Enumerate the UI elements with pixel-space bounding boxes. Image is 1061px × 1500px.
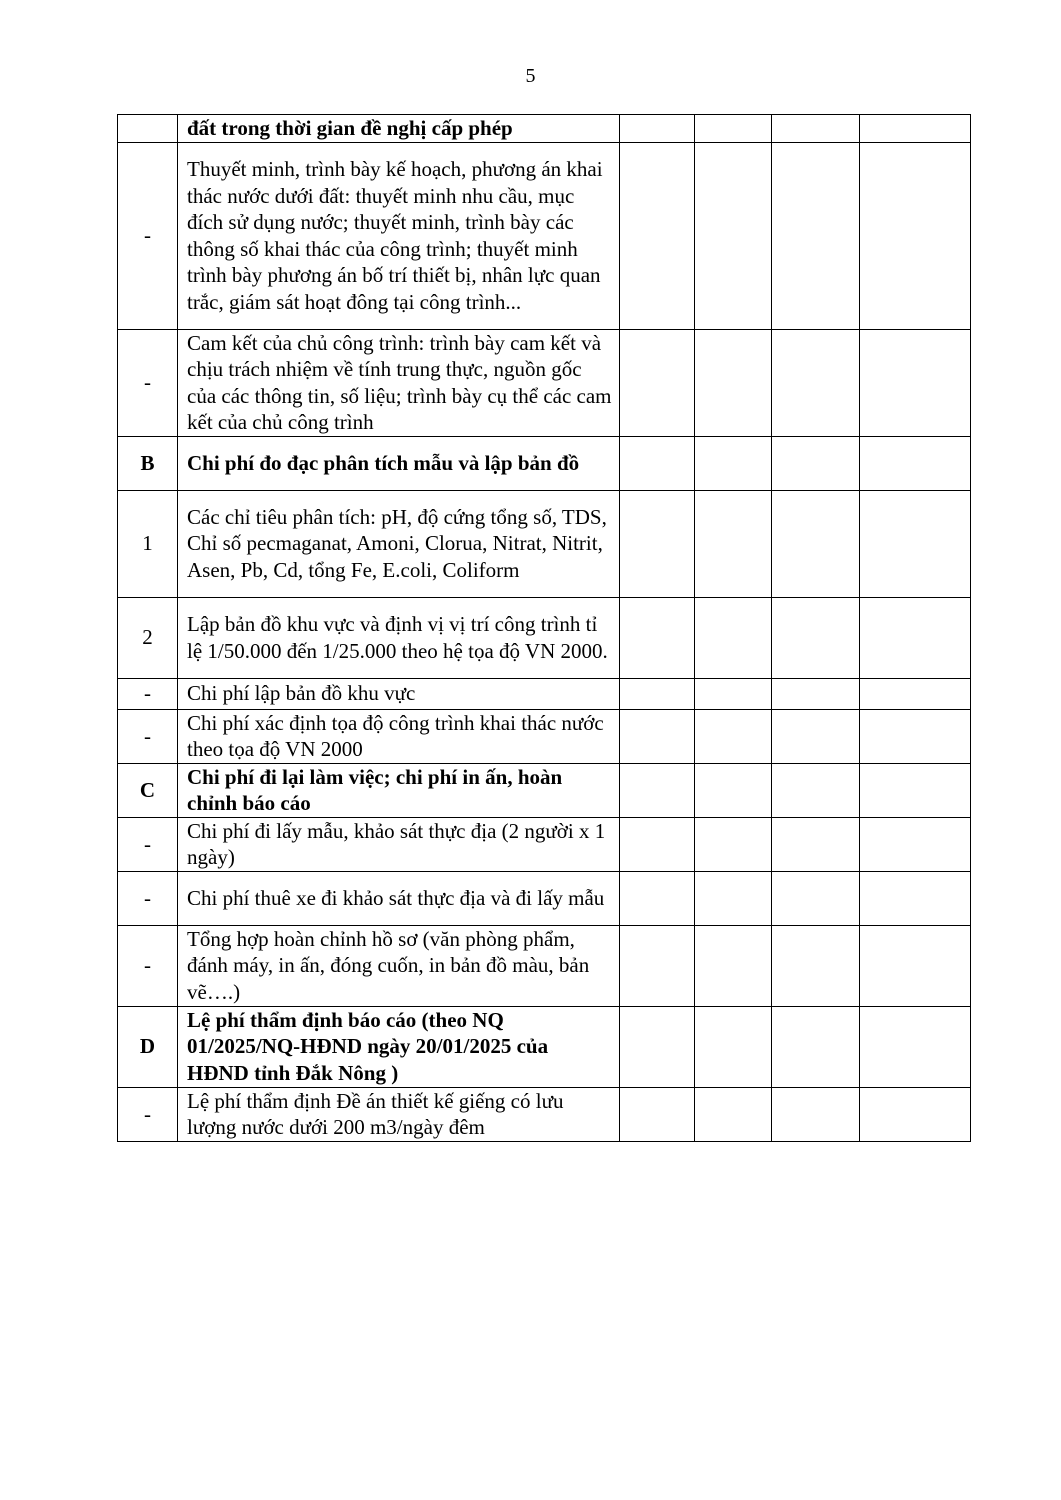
empty-value-cell <box>695 436 772 490</box>
row-number-cell: - <box>118 329 178 436</box>
empty-value-cell <box>620 142 695 329</box>
empty-value-cell <box>772 709 860 763</box>
table-row <box>118 871 971 925</box>
empty-value-cell <box>695 115 772 143</box>
row-description-cell: Chi phí đo đạc phân tích mẫu và lập bản đồ <box>178 436 620 490</box>
empty-value-cell <box>772 1006 860 1087</box>
empty-value-cell <box>695 142 772 329</box>
empty-value-cell <box>620 329 695 436</box>
empty-value-cell <box>620 1006 695 1087</box>
table-row <box>118 436 971 490</box>
row-number-cell: 2 <box>118 597 178 678</box>
empty-value-cell <box>620 871 695 925</box>
empty-value-cell <box>695 925 772 1006</box>
row-description-cell: Thuyết minh, trình bày kế hoạch, phương án khai thác nước dưới đất: thuyết minh nhu cầu, mục đích sử dụng nước; thuyết minh, trình bày các thông số khai thác của công trình; thuyết minh trình bày phương án bố trí thiết bị, nhân lực quan trắc, giám sát hoạt đông tại công trình... <box>178 142 620 329</box>
row-description-cell: Lập bản đồ khu vực và định vị vị trí công trình tỉ lệ 1/50.000 đến 1/25.000 theo hệ tọa độ VN 2000. <box>178 597 620 678</box>
empty-value-cell <box>620 678 695 709</box>
empty-value-cell <box>620 597 695 678</box>
empty-value-cell <box>695 709 772 763</box>
empty-value-cell <box>772 763 860 817</box>
empty-value-cell <box>860 436 971 490</box>
table-row <box>118 709 971 763</box>
empty-value-cell <box>772 490 860 597</box>
empty-value-cell <box>772 115 860 143</box>
row-number-cell: - <box>118 1087 178 1141</box>
row-description-cell: đất trong thời gian đề nghị cấp phép <box>178 115 620 143</box>
table-row <box>118 115 971 143</box>
empty-value-cell <box>620 817 695 871</box>
empty-value-cell <box>772 925 860 1006</box>
row-description-cell: Chi phí xác định tọa độ công trình khai thác nước theo tọa độ VN 2000 <box>178 709 620 763</box>
empty-value-cell <box>695 678 772 709</box>
empty-value-cell <box>695 871 772 925</box>
row-number-cell: C <box>118 763 178 817</box>
table-row <box>118 678 971 709</box>
row-description-cell: Lệ phí thẩm định Đề án thiết kế giếng có lưu lượng nước dưới 200 m3/ngày đêm <box>178 1087 620 1141</box>
empty-value-cell <box>860 329 971 436</box>
page-number: 5 <box>525 65 536 87</box>
empty-value-cell <box>620 436 695 490</box>
row-number-cell <box>118 115 178 143</box>
empty-value-cell <box>620 925 695 1006</box>
empty-value-cell <box>860 142 971 329</box>
empty-value-cell <box>860 490 971 597</box>
table-body <box>118 115 971 1142</box>
row-number-cell: D <box>118 1006 178 1087</box>
table-row <box>118 763 971 817</box>
empty-value-cell <box>860 817 971 871</box>
empty-value-cell <box>620 115 695 143</box>
empty-value-cell <box>860 709 971 763</box>
row-description-cell: Chi phí lập bản đồ khu vực <box>178 678 620 709</box>
table-row <box>118 1087 971 1141</box>
row-description-cell: Chi phí thuê xe đi khảo sát thực địa và đi lấy mẫu <box>178 871 620 925</box>
empty-value-cell <box>695 1087 772 1141</box>
empty-value-cell <box>860 115 971 143</box>
empty-value-cell <box>695 490 772 597</box>
row-description-cell: Tổng hợp hoàn chỉnh hồ sơ (văn phòng phẩm, đánh máy, in ấn, đóng cuốn, in bản đồ màu, bản vẽ….) <box>178 925 620 1006</box>
table-row <box>118 597 971 678</box>
empty-value-cell <box>860 871 971 925</box>
empty-value-cell <box>860 763 971 817</box>
row-number-cell: - <box>118 142 178 329</box>
empty-value-cell <box>772 1087 860 1141</box>
table-row <box>118 925 971 1006</box>
row-number-cell: 1 <box>118 490 178 597</box>
table-row <box>118 1006 971 1087</box>
empty-value-cell <box>860 597 971 678</box>
empty-value-cell <box>860 925 971 1006</box>
empty-value-cell <box>695 817 772 871</box>
row-number-cell: - <box>118 678 178 709</box>
row-number-cell: - <box>118 709 178 763</box>
empty-value-cell <box>695 1006 772 1087</box>
row-description-cell: Chi phí đi lại làm việc; chi phí in ấn, hoàn chỉnh báo cáo <box>178 763 620 817</box>
empty-value-cell <box>772 597 860 678</box>
empty-value-cell <box>695 597 772 678</box>
empty-value-cell <box>860 1087 971 1141</box>
table-row <box>118 329 971 436</box>
row-description-cell: Cam kết của chủ công trình: trình bày cam kết và chịu trách nhiệm về tính trung thực, nguồn gốc của các thông tin, số liệu; trình bày cụ thể các cam kết của chủ công trình <box>178 329 620 436</box>
empty-value-cell <box>772 329 860 436</box>
empty-value-cell <box>620 490 695 597</box>
row-number-cell: - <box>118 925 178 1006</box>
empty-value-cell <box>620 709 695 763</box>
empty-value-cell <box>772 142 860 329</box>
empty-value-cell <box>860 1006 971 1087</box>
empty-value-cell <box>772 871 860 925</box>
row-number-cell: B <box>118 436 178 490</box>
row-description-cell: Lệ phí thẩm định báo cáo (theo NQ 01/2025/NQ-HĐND ngày 20/01/2025 của HĐND tỉnh Đắk Nông ) <box>178 1006 620 1087</box>
empty-value-cell <box>620 1087 695 1141</box>
row-description-cell: Các chỉ tiêu phân tích: pH, độ cứng tổng số, TDS, Chỉ số pecmaganat, Amoni, Clorua, Nitrat, Nitrit, Asen, Pb, Cd, tổng Fe, E.coli, Coliform <box>178 490 620 597</box>
row-number-cell: - <box>118 817 178 871</box>
empty-value-cell <box>772 436 860 490</box>
row-number-cell: - <box>118 871 178 925</box>
empty-value-cell <box>860 678 971 709</box>
table-row <box>118 817 971 871</box>
empty-value-cell <box>695 763 772 817</box>
empty-value-cell <box>620 763 695 817</box>
empty-value-cell <box>695 329 772 436</box>
table-row <box>118 142 971 329</box>
cost-table <box>117 114 971 1142</box>
empty-value-cell <box>772 678 860 709</box>
table-row <box>118 490 971 597</box>
row-description-cell: Chi phí đi lấy mẫu, khảo sát thực địa (2 người x 1 ngày) <box>178 817 620 871</box>
empty-value-cell <box>772 817 860 871</box>
